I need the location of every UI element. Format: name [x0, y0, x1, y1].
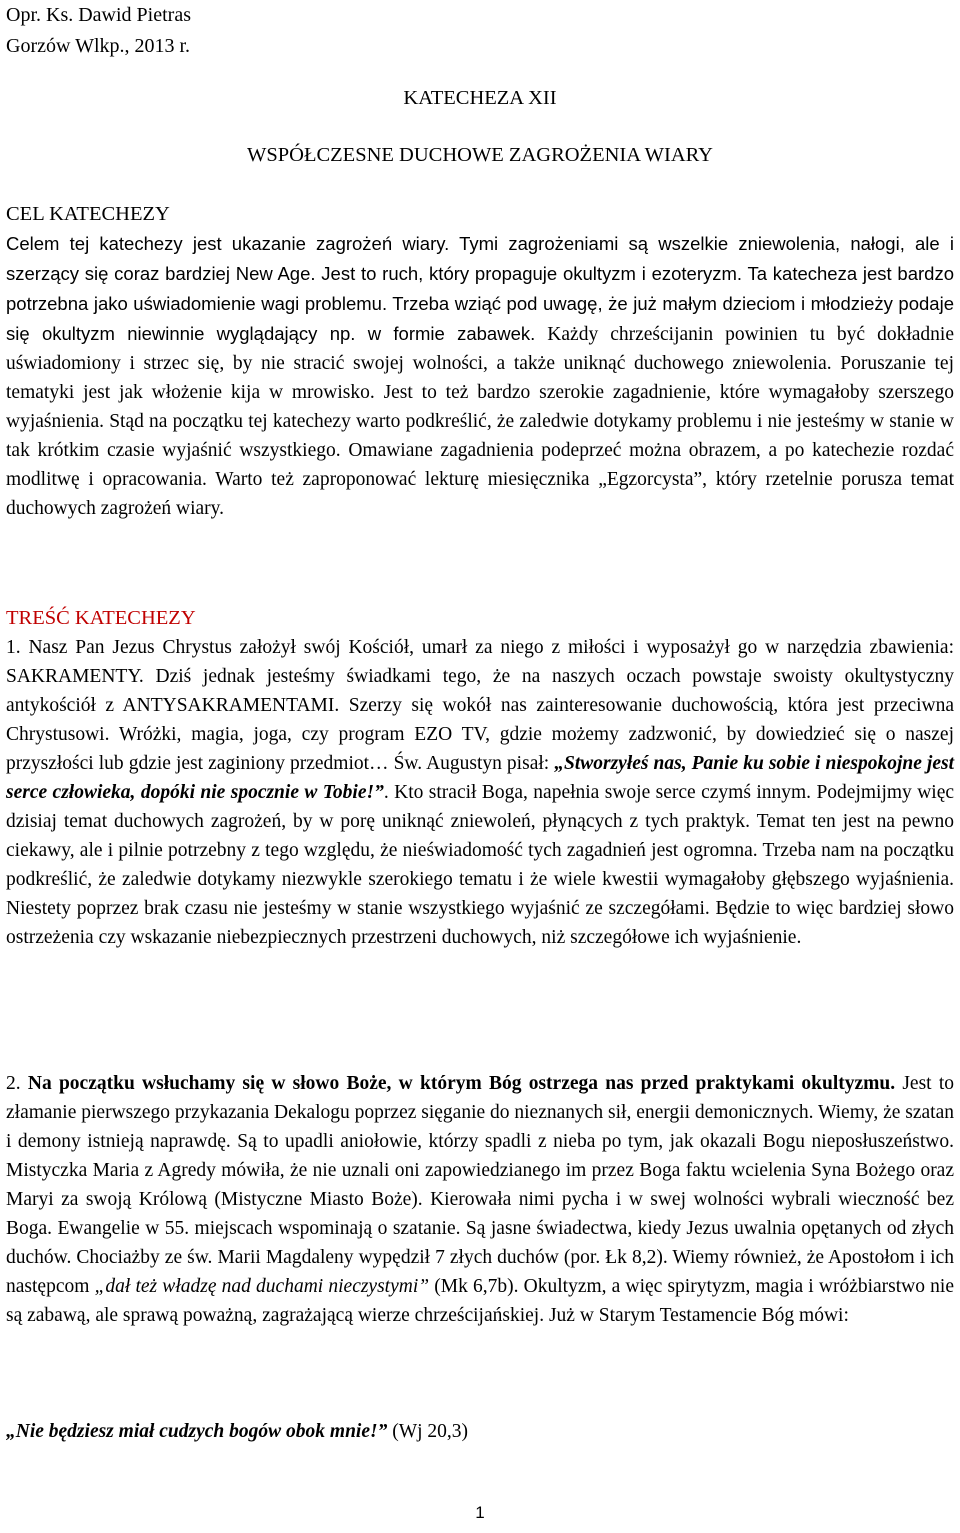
p1-text-start: 1. Nasz Pan Jezus Chrystus założył swój Kościół, umarł za niego z miłości i wyposażył go w narzędzia zbawienia: SAKRAMENTY. Dziś jednak jesteśmy świadkami tego, że na naszych oczach powstaje swoisty okultystyczny antykościół z ANTYSAKRAMENTAMI. Szerzy się wokół nas zainteresowanie duchowością, która jest przeciwna Chrystusowi. Wróżki, magia, joga, czy program EZO TV, gdzie możemy zadzwonić, by dowiedzieć się o naszej przyszłości lub gdzie jest zaginiony przedmiot… Św. Augustyn pisał:: [6, 637, 954, 774]
author-line: Opr. Ks. Dawid Pietras: [6, 4, 191, 26]
content-paragraph-1: [6, 633, 954, 952]
page-number: 1: [475, 1503, 485, 1522]
p1-text-end: . Kto stracił Boga, napełnia swoje serce czymś innym. Podejmijmy więc dzisiaj temat duchowych zagrożeń, by w porę uniknąć zniewoleń, płynących z tych praktyk. Temat ten jest na pewno ciekawy, ale i pilnie potrzebny z tego względu, że nieświadomość tych zagadnień jest ogromna. Trzeba nam na początku podkreślić, że zaledwie dotykamy niezwykle szerokiego tematu i że wiele kwestii wymagałoby głębszego wyjaśnienia. Niestety poprzez brak czasu nie jesteśmy w stanie wszystkiego wyjaśnić ze szczegółami. Będzie to więc bardziej słowo ostrzeżenia czy wskazanie niebezpiecznych przestrzeni duchowych, niż szczegółowe ich wyjaśnienie.: [6, 782, 954, 948]
commandment-quote: „Nie będziesz miał cudzych bogów obok mnie!”: [6, 1421, 388, 1442]
commandment-line: [6, 1417, 954, 1446]
place-date-line: Gorzów Wlkp., 2013 r.: [6, 35, 191, 57]
augustine-quote: „Stworzyłeś nas, Panie ku sobie i niespokojne jest serce człowieka, dopóki nie spocznie w Tobie!”: [6, 753, 955, 803]
p2-text-start: Jest to złamanie pierwszego przykazania Dekalogu poprzez sięganie do nieznanych sił, energii demonicznych. Wiemy, że szatan i demony istnieją naprawdę. Są to upadli aniołowie, którzy spadli z nieba po tym, jak okazali Bogu nieposłuszeństwo. Mistyczka Maria z Agredy mówiła, że nie uznali oni zapowiedzianego im przez Boga faktu wcielenia Syna Bożego oraz Maryi za swoją Królową (Mistyczne Miasto Boże). Kierowała nimi pycha i w swej wolności wybrali wieczność bez Boga. Ewangelie w 55. miejscach wspominają o szatanie. Są jasne świadectwa, kiedy Jezus uwalnia opętanych od złych duchów. Chociażby ze św. Marii Magdaleny wypędził 7 złych duchów (por. Łk 8,2). Wiemy również, że Apostołom i ich następcom: [6, 1073, 955, 1297]
goal-text-sans: Celem tej katechezy jest ukazanie zagrożeń wiary. Tymi zagrożeniami są wszelkie zniewolenia, nałogi, ale i szerzący się coraz bardziej New Age. Jest to ruch, który propaguje okultyzm i ezoteryzm. Ta katecheza jest bardzo potrzebna jako uświadomienie wagi problemu. Trzeba wziąć pod uwagę, że już małym dzieciom i młodzieży podaje się okultyzm niewinnie wyglądający np. w formie zabawek.: [6, 233, 954, 344]
content-heading: TREŚĆ KATECHEZY: [6, 607, 196, 629]
document-subtitle: WSPÓŁCZESNE DUCHOWE ZAGROŻENIA WIARY: [247, 144, 713, 166]
p2-text-end: (Mk 6,7b). Okultyzm, a więc spirytyzm, magia i wróżbiarstwo nie są zabawą, ale sprawą poważną, zagrażającą wierze chrześcijańskiej. Już w Starym Testamencie Bóg mówi:: [6, 1276, 954, 1326]
p2-number: 2.: [6, 1073, 28, 1094]
document-header: [6, 0, 191, 62]
goal-paragraph: [6, 229, 954, 523]
commandment-reference: (Wj 20,3): [387, 1421, 469, 1442]
content-paragraph-2: [6, 1069, 954, 1330]
goal-text-serif: Każdy chrześcijanin powinien tu być dokładnie uświadomiony i strzec się, by nie stracić swojej wolności, a także uniknąć duchowego zniewolenia. Poruszanie tej tematyki jest jak włożenie kija w mrowisko. Jest to też bardzo szerokie zagadnienie, które wymagałoby szerszego wyjaśnienia. Stąd na początku tej katechezy warto podkreślić, że zaledwie dotykamy problemu i nie jesteśmy w stanie w tak krótkim czasie wyjaśnić wszystkiego. Omawiane zagadnienia podeprzeć można obrazem, a po katechezie rozdać modlitwę i opracowania. Warto też zaproponować lekturę miesięcznika „Egzorcysta”, który rzetelnie porusza temat duchowych zagrożeń wiary.: [6, 324, 954, 519]
p2-bold-lead: Na początku wsłuchamy się w słowo Boże, w którym Bóg ostrzega nas przed praktykami okultyzmu.: [27, 1073, 896, 1094]
mark-quote: „dał też władzę nad duchami nieczystymi”: [94, 1276, 430, 1297]
document-title: KATECHEZA XII: [403, 87, 557, 109]
goal-heading: CEL KATECHEZY: [6, 203, 170, 225]
